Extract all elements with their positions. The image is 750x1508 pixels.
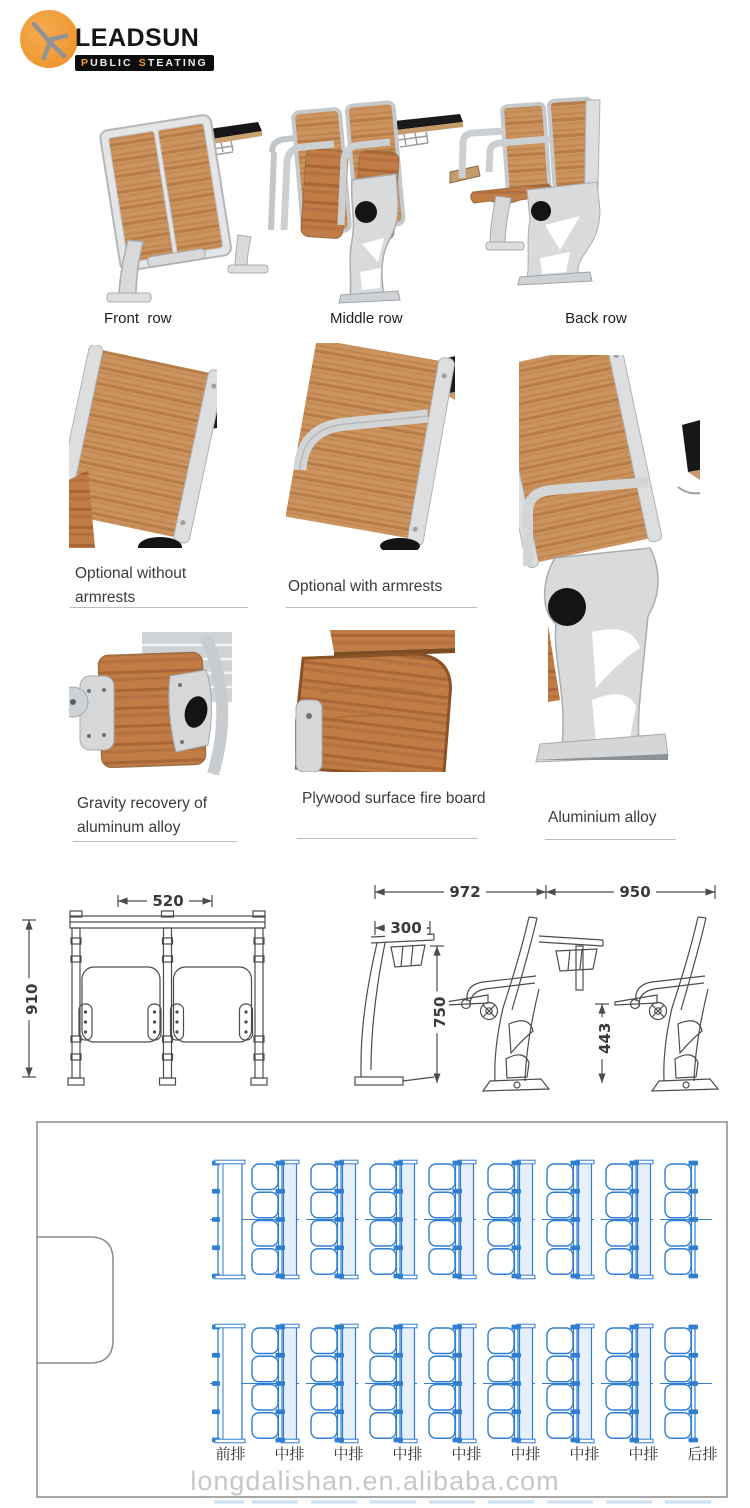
fp-column-middle — [542, 1160, 594, 1279]
dim-overall-height: 750 — [432, 991, 449, 1033]
caption-aluminium: Aluminium alloy — [548, 809, 657, 826]
row-label: 中排 — [569, 1445, 600, 1463]
divider — [545, 839, 676, 840]
row-label: 前排 — [215, 1445, 246, 1463]
tagline-ublic: UBLIC — [90, 57, 133, 69]
photo-middle-row — [271, 102, 463, 303]
label-back-row: Back row — [565, 310, 627, 327]
fp-column-middle — [306, 1160, 358, 1279]
brand-tagline — [75, 55, 214, 71]
photo-optional-without-armrests — [53, 343, 225, 557]
drawing-side-view — [355, 885, 718, 1091]
divider — [286, 607, 477, 608]
row-label: 后排 — [687, 1445, 718, 1463]
row-label: 中排 — [274, 1445, 305, 1463]
row-label: 中排 — [451, 1445, 482, 1463]
watermark: longdalishan.en.alibaba.com — [190, 1466, 560, 1496]
fp-column-front — [210, 1324, 248, 1443]
floorplan-row-labels — [201, 1443, 732, 1464]
caption-optional-without: Optional without armrests — [75, 565, 187, 607]
photo-back-row — [450, 98, 600, 285]
divider — [70, 607, 248, 608]
label-front-row: Front row — [104, 310, 172, 327]
row-label: 中排 — [628, 1445, 659, 1463]
dim-span-middle: 972 — [444, 884, 486, 901]
row-label: 中排 — [333, 1445, 364, 1463]
fp-column-middle — [424, 1160, 476, 1279]
dim-front-width: 520 — [147, 893, 189, 910]
floorplan-podium — [37, 1237, 113, 1363]
fp-column-middle — [542, 1324, 594, 1443]
dim-desk-depth: 300 — [385, 920, 427, 937]
photo-gravity-recovery — [58, 632, 232, 774]
fp-column-middle — [365, 1324, 417, 1443]
logo-text-block — [75, 26, 214, 71]
photo-aluminium-alloy — [484, 336, 700, 762]
fp-column-middle — [306, 1324, 358, 1443]
divider — [297, 838, 478, 839]
fp-column-middle — [601, 1160, 653, 1279]
tagline-p: P — [81, 57, 91, 69]
label-middle-row: Middle row — [330, 310, 403, 327]
row-label: 中排 — [392, 1445, 423, 1463]
caption-plywood: Plywood surface fire board — [302, 790, 486, 807]
fp-column-back — [660, 1325, 712, 1443]
caption-gravity: Gravity recovery of aluminum alloy — [77, 795, 208, 837]
fp-column-middle — [424, 1324, 476, 1443]
dim-front-height: 910 — [24, 978, 41, 1020]
brand-name: LEADSUN — [75, 24, 200, 52]
chair-icon — [20, 10, 78, 68]
tagline-s: S — [138, 57, 148, 69]
dim-span-back: 950 — [614, 884, 656, 901]
tagline-teating: TEATING — [147, 57, 208, 69]
fp-column-middle — [601, 1324, 653, 1443]
photo-optional-with-armrests — [284, 335, 455, 554]
photo-front-row — [99, 114, 268, 302]
logo-mark — [20, 10, 78, 68]
fp-column-middle — [483, 1160, 535, 1279]
divider — [73, 841, 237, 842]
fp-column-middle — [483, 1324, 535, 1443]
fp-column-back — [660, 1161, 712, 1279]
fp-column-middle — [247, 1324, 299, 1443]
fp-column-middle — [365, 1160, 417, 1279]
row-label: 中排 — [510, 1445, 541, 1463]
drawing-front-view — [22, 895, 267, 1085]
dim-seat-height: 443 — [597, 1017, 614, 1059]
caption-optional-with: Optional with armrests — [288, 578, 443, 595]
fp-column-front — [210, 1160, 248, 1279]
fp-column-middle — [247, 1160, 299, 1279]
photo-plywood-board — [290, 630, 458, 786]
